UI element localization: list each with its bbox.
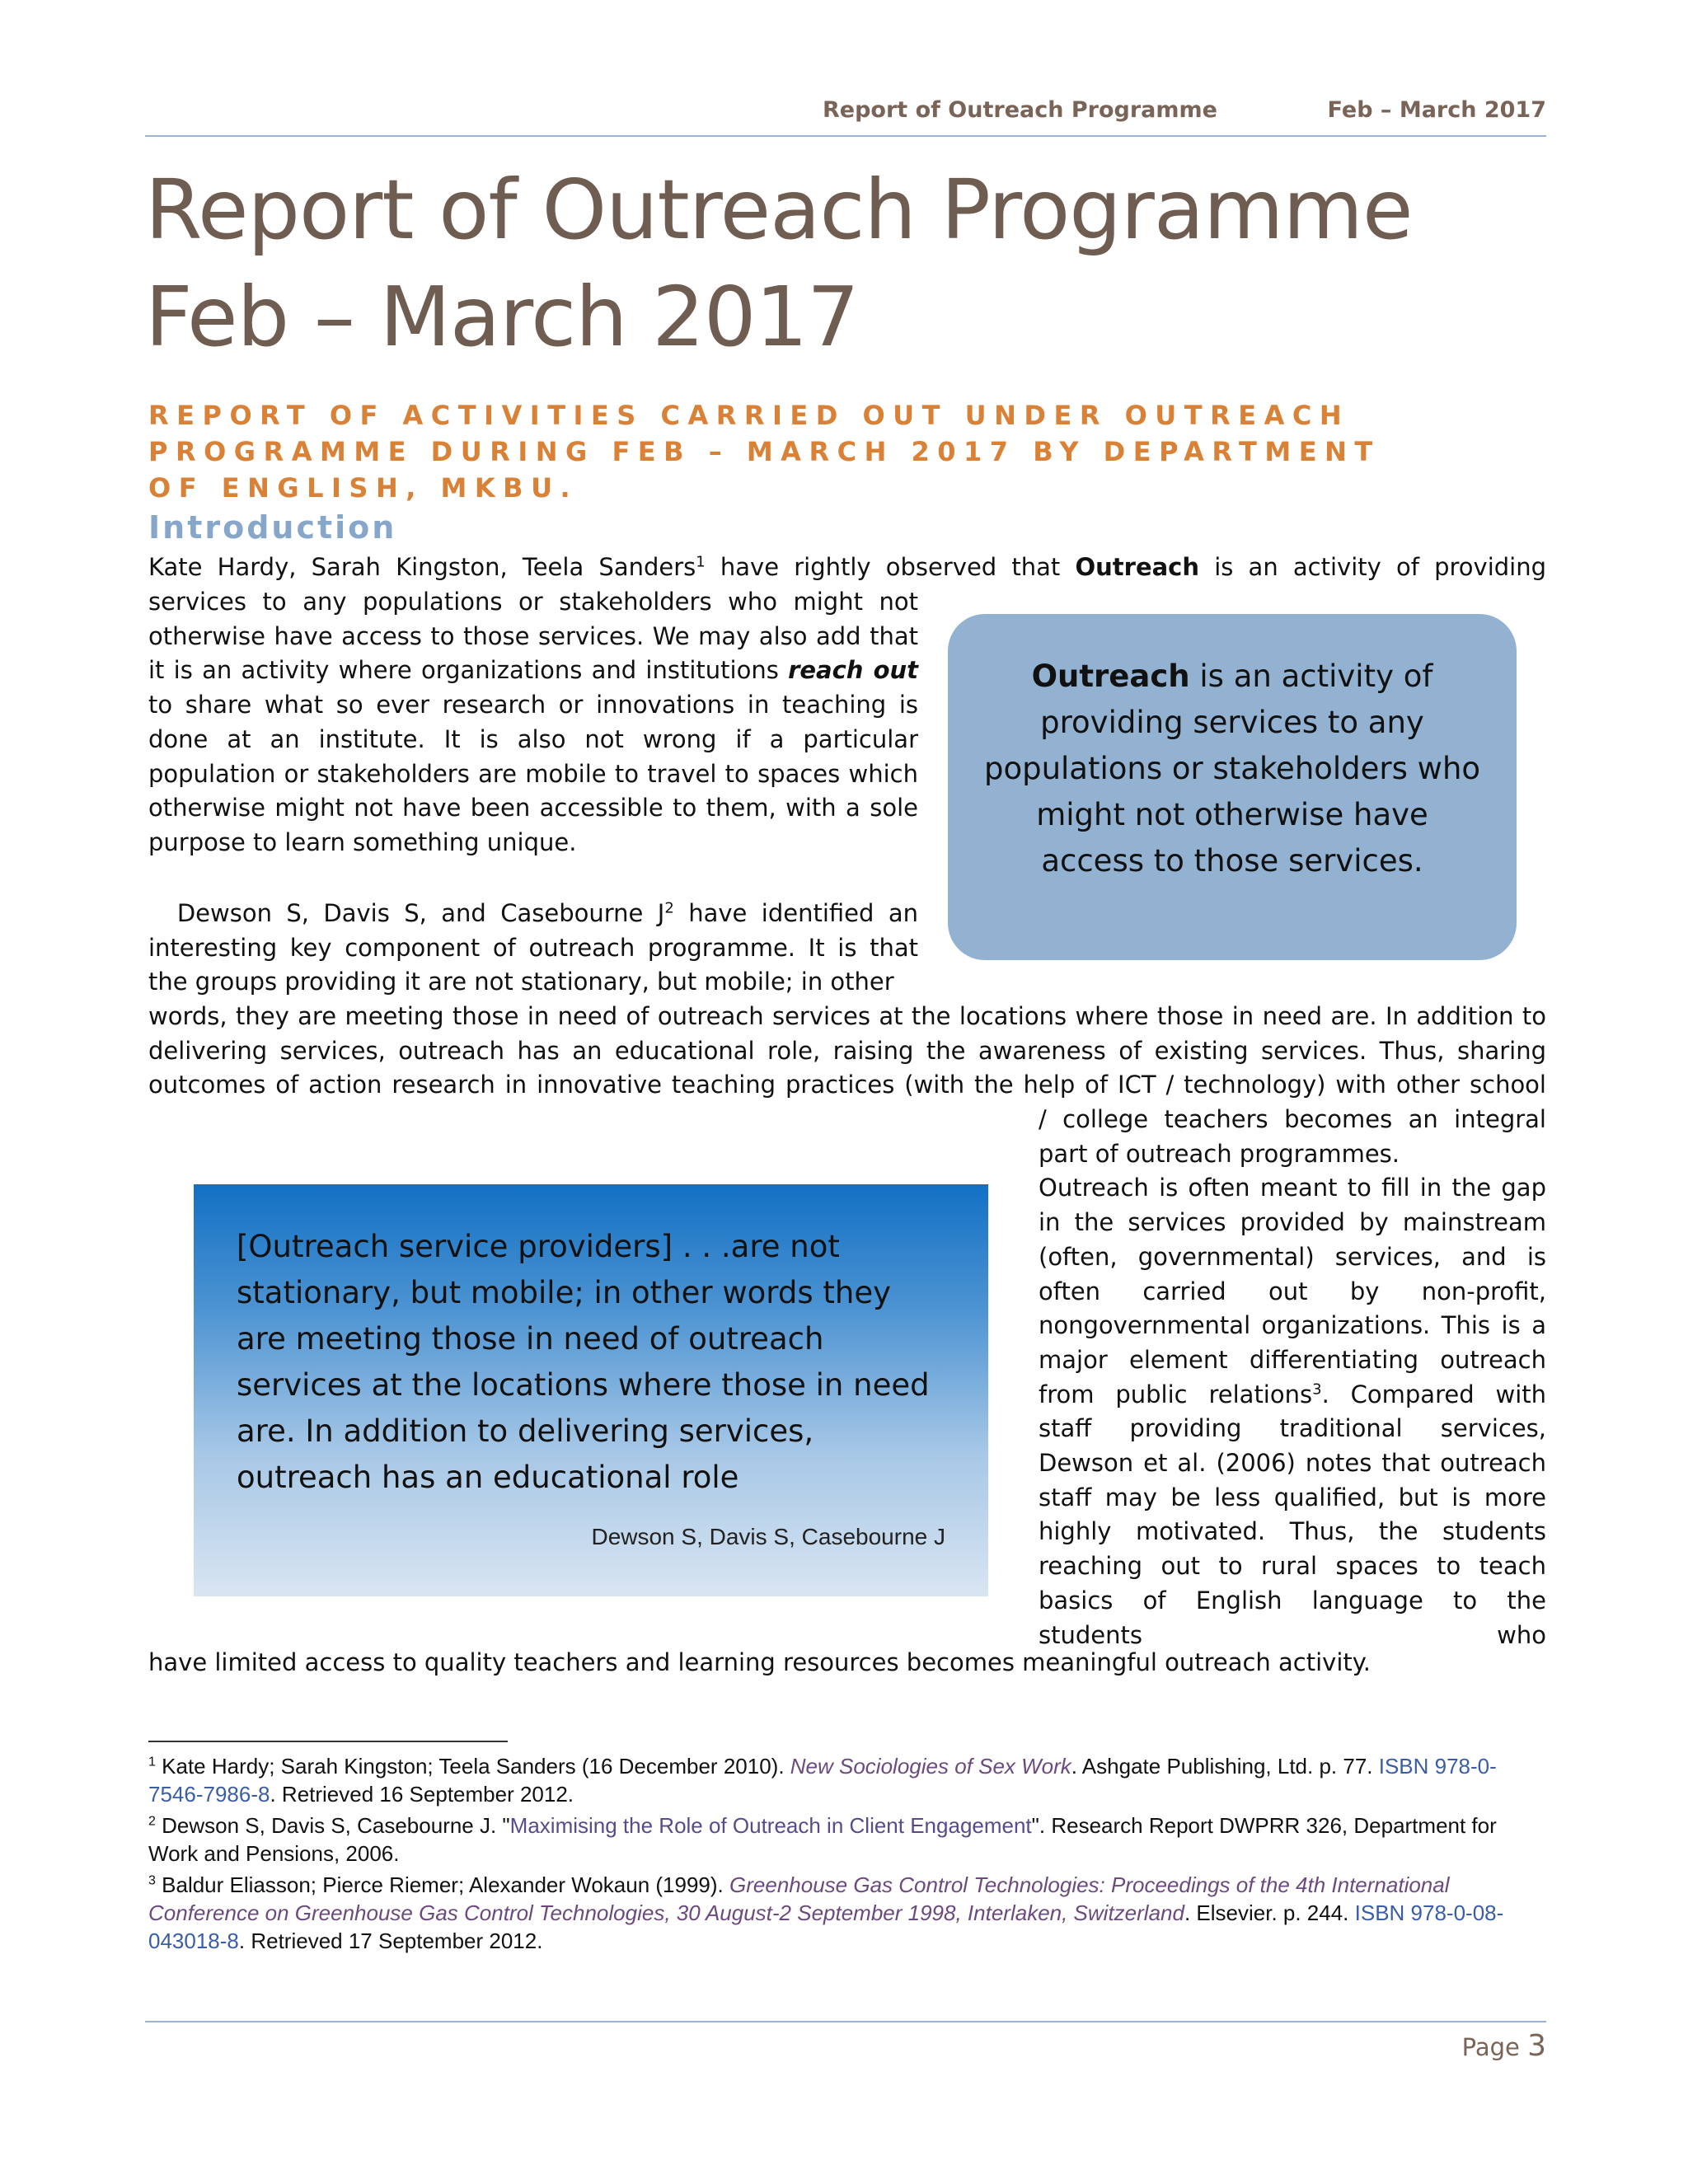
title-line-2: Feb – March 2017 <box>145 269 859 365</box>
footnote-1-isbn-link[interactable]: ISBN 978-0-7546-7986-8 <box>148 1754 1497 1807</box>
p1-text-a: Kate Hardy, Sarah Kingston, Teela Sanders <box>148 553 696 581</box>
page-header <box>145 97 1546 137</box>
paragraph-1-first-line <box>148 551 1546 585</box>
block-quote-source: Dewson S, Davis S, Casebourne J <box>591 1524 945 1549</box>
footnote-3-text-b: . Elsevier. p. 244. <box>1184 1900 1355 1925</box>
footnote-1 <box>148 1752 1550 1808</box>
pull-quote-body: is an activity of providing services to any populations or stakeholders who might not otherwise have access to those services. <box>983 658 1481 879</box>
p1-bold-italic-reach-out: reach out <box>788 656 918 685</box>
footnote-2-title-link[interactable]: Maximising the Role of Outreach in Client Engagement <box>509 1813 1032 1838</box>
header-title: Report of Outreach Programme <box>823 97 1217 123</box>
footnote-2-number: 2 <box>148 1814 156 1829</box>
paragraph-3-right-column <box>1039 1103 1546 1652</box>
p3-text-b: Outreach is often meant to fill in the gap in the services provided by mainstream (often, governmental) services, and is often carried out by non-profit, nongovernmental organizations. This is a major element differentiating outreach from public relations <box>1039 1174 1546 1408</box>
footnote-1-title-link[interactable]: New Sociologies of Sex Work <box>790 1754 1071 1779</box>
paragraph-1-body <box>148 585 918 860</box>
footnote-3-title-link[interactable]: Greenhouse Gas Control Technologies: Proceedings of the 4th International Conference on Greenhouse Gas Control Technologies, 30 August-2 September 1998, Interlaken, Switzerland <box>148 1872 1450 1925</box>
subtitle: REPORT OF ACTIVITIES CARRIED OUT UNDER OUTREACH PROGRAMME DURING FEB – MARCH 2017 BY DEPARTMENT OF ENGLISH, MKBU. <box>148 400 1381 504</box>
footnote-1-text-a: Kate Hardy; Sarah Kingston; Teela Sanders (16 December 2010). <box>162 1754 790 1779</box>
pull-quote-text <box>981 654 1484 884</box>
page-number: 3 <box>1527 2029 1546 2063</box>
footer-rule <box>145 2021 1546 2022</box>
p3-text-a: / college teachers becomes an integral part of outreach programmes. <box>1039 1105 1546 1168</box>
paragraph-3-last-line: have limited access to quality teachers and learning resources becomes meaningful outreach activity. <box>148 1648 1372 1676</box>
footnote-ref-1[interactable]: 1 <box>696 553 706 571</box>
p1-text-c: is an activity of providing <box>1199 553 1547 581</box>
document-title <box>145 157 1546 371</box>
section-heading-introduction: Introduction <box>148 509 397 546</box>
p1-text-b: have rightly observed that <box>705 553 1076 581</box>
pull-quote-outreach-definition <box>948 614 1517 960</box>
title-line-1: Report of Outreach Programme <box>145 162 1413 258</box>
footnote-3-text-c: . Retrieved 17 September 2012. <box>238 1929 543 1953</box>
page-label: Page <box>1461 2033 1520 2061</box>
p2-text-a: Dewson S, Davis S, and Casebourne J <box>176 899 665 927</box>
pull-quote-bold: Outreach <box>1031 658 1190 694</box>
p1-bold-outreach: Outreach <box>1075 553 1200 581</box>
footnote-2-text-b: ". Research Report DWPRR 326, Department for Work and Pensions, 2006. <box>148 1813 1497 1866</box>
footnote-ref-3[interactable]: 3 <box>1312 1380 1322 1398</box>
footnote-3 <box>148 1871 1550 1955</box>
paragraph-2-wide: words, they are meeting those in need of outreach services at the locations where those in need are. In addition to delivering services, outreach has an educational role, raising the awareness of existing services. Thus, sharing outcomes of action research in innovative teaching practices (with the help of ICT / technology) with other school <box>148 1002 1546 1099</box>
footnotes <box>148 1752 1550 1958</box>
footnote-1-text-c: . Retrieved 16 September 2012. <box>270 1782 574 1807</box>
footnote-1-text-b: . Ashgate Publishing, Ltd. p. 77. <box>1071 1754 1379 1779</box>
p3-body <box>1039 1171 1546 1652</box>
footnote-ref-2[interactable]: 2 <box>664 899 674 917</box>
paragraph-2-narrow <box>148 897 918 1000</box>
footnote-3-isbn-link[interactable]: ISBN 978-0-08-043018-8 <box>148 1900 1504 1953</box>
block-quote-text: [Outreach service providers] . . .are not stationary, but mobile; in other words they are meeting those in need of outreach services at the locations where those in need are. In addition to delivering services, outreach has an educational role <box>237 1229 930 1495</box>
footnote-2 <box>148 1811 1550 1868</box>
p1-text-e: to share what so ever research or innovations in teaching is done at an institute. It is also not wrong if a particular population or stakeholders are mobile to travel to spaces which otherwise might not have been accessible to them, with a sole purpose to learn something unique. <box>148 691 918 856</box>
footnote-separator <box>148 1741 508 1742</box>
header-date: Feb – March 2017 <box>1327 97 1546 123</box>
p1-text-d: services to any populations or stakeholders who might not otherwise have access to those services. We may also add that it is an activity where organizations and institutions <box>148 588 918 685</box>
footnote-1-number: 1 <box>148 1755 156 1769</box>
p3-text-c: . Compared with staff providing traditional services, Dewson et al. (2006) notes that outreach staff may be less qualified, but is more highly motivated. Thus, the students reaching out to rural spaces to teach basics of English language to the students who <box>1039 1380 1547 1649</box>
block-quote-dewson <box>194 1184 988 1596</box>
p2-text-b: have identified an interesting key component of outreach programme. It is that the groups providing it are not stationary, but mobile; in other <box>148 899 918 996</box>
footnote-2-text-a: Dewson S, Davis S, Casebourne J. " <box>162 1813 510 1838</box>
page-footer <box>1462 2029 1546 2063</box>
footnote-3-number: 3 <box>148 1873 156 1888</box>
footnote-3-text-a: Baldur Eliasson; Pierce Riemer; Alexander Wokaun (1999). <box>162 1872 730 1897</box>
